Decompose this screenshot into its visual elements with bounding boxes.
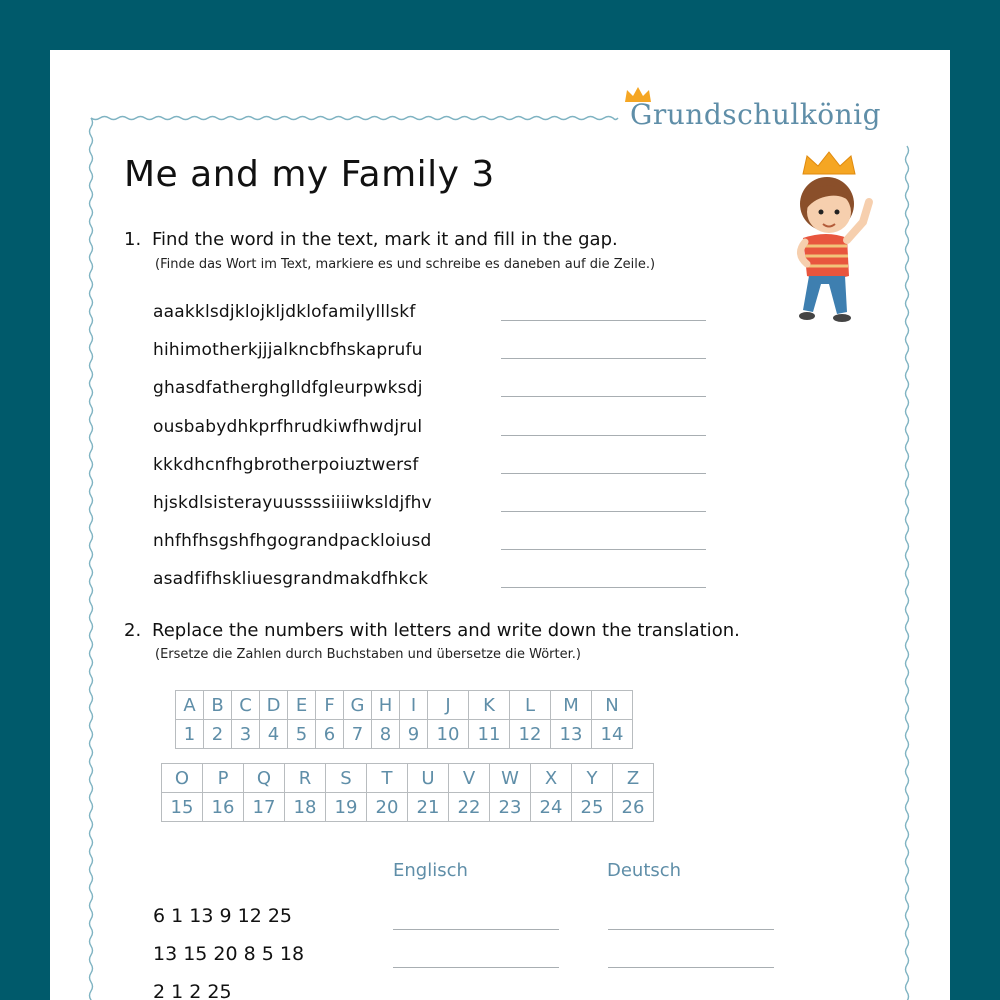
code-letter-cell: N [592, 691, 633, 720]
code-letter-cell: C [232, 691, 260, 720]
code-number-cell: 8 [372, 720, 400, 749]
code-letter-cell: W [490, 764, 531, 793]
letter-string: kkkdhcnfhgbrotherpoiuztwersf [153, 454, 419, 475]
boy-with-crown-illustration [785, 150, 875, 330]
code-letter-cell: R [285, 764, 326, 793]
code-number-cell: 21 [408, 793, 449, 822]
task-1-instruction-german: (Finde das Wort im Text, markiere es und schreibe es daneben auf die Zeile.) [155, 257, 656, 272]
code-letter-cell: A [176, 691, 204, 720]
answer-line[interactable] [501, 511, 706, 512]
code-letter-cell: Y [572, 764, 613, 793]
code-letter-cell: G [344, 691, 372, 720]
answer-line[interactable] [501, 396, 706, 397]
code-number-cell: 2 [204, 720, 232, 749]
code-number-cell: 7 [344, 720, 372, 749]
code-letter-cell: Z [613, 764, 654, 793]
answer-line[interactable] [501, 587, 706, 588]
letter-string: ghasdfatherghglldfgleurpwksdj [153, 378, 423, 399]
code-letter-cell: P [203, 764, 244, 793]
letter-string: asadfifhskliuesgrandmakdfhkck [153, 569, 429, 590]
code-number-cell: 24 [531, 793, 572, 822]
code-number-cell: 26 [613, 793, 654, 822]
code-number-cell: 12 [510, 720, 551, 749]
code-letter-cell: X [531, 764, 572, 793]
code-number-cell: 20 [367, 793, 408, 822]
page-title: Me and my Family 3 [124, 154, 495, 195]
code-number-cell: 15 [162, 793, 203, 822]
code-table-a-to-n [175, 690, 633, 749]
code-letter-cell: L [510, 691, 551, 720]
column-header-english: Englisch [393, 860, 468, 881]
code-letter-cell: H [372, 691, 400, 720]
english-answer-line[interactable] [393, 967, 559, 968]
letter-string: nhfhfhsgshfhgograndpackloiusd [153, 531, 432, 552]
code-number-cell: 6 [316, 720, 344, 749]
code-number-cell: 10 [428, 720, 469, 749]
code-number-cell: 13 [551, 720, 592, 749]
letter-row [162, 764, 654, 793]
code-letter-cell: Q [244, 764, 285, 793]
number-code: 6 1 13 9 12 25 [153, 905, 292, 927]
brand-logo: Grundschulkönig [630, 98, 882, 131]
task-2-instruction: Replace the numbers with letters and write down the translation. [152, 620, 740, 641]
code-number-cell: 5 [288, 720, 316, 749]
code-letter-cell: B [204, 691, 232, 720]
code-letter-cell: O [162, 764, 203, 793]
number-code: 2 1 2 25 [153, 981, 232, 1000]
code-number-cell: 14 [592, 720, 633, 749]
code-letter-cell: J [428, 691, 469, 720]
code-number-cell: 9 [400, 720, 428, 749]
german-answer-line[interactable] [608, 929, 774, 930]
code-number-cell: 4 [260, 720, 288, 749]
letter-string: hjskdlsisterayuussssiiiiwksldjfhv [153, 492, 432, 513]
column-header-german: Deutsch [607, 860, 682, 881]
answer-line[interactable] [501, 358, 706, 359]
worksheet [50, 50, 950, 1000]
code-letter-cell: U [408, 764, 449, 793]
letter-string: aaakklsdjklojkljdklofamilylllskf [153, 302, 416, 322]
answer-line[interactable] [501, 435, 706, 436]
task-2-instruction-german: (Ersetze die Zahlen durch Buchstaben und übersetze die Wörter.) [155, 647, 581, 662]
german-answer-line[interactable] [608, 967, 774, 968]
code-letter-cell: M [551, 691, 592, 720]
answer-line[interactable] [501, 473, 706, 474]
code-letter-cell: K [469, 691, 510, 720]
number-row [162, 793, 654, 822]
task-2-number: 2. [124, 620, 142, 641]
code-number-cell: 19 [326, 793, 367, 822]
code-number-cell: 25 [572, 793, 613, 822]
code-number-cell: 22 [449, 793, 490, 822]
code-number-cell: 11 [469, 720, 510, 749]
code-number-cell: 1 [176, 720, 204, 749]
answer-line[interactable] [501, 320, 706, 321]
code-letter-cell: S [326, 764, 367, 793]
task-1-number: 1. [124, 229, 142, 250]
answer-line[interactable] [501, 549, 706, 550]
english-answer-line[interactable] [393, 929, 559, 930]
letter-string: hihimotherkjjjalkncbfhskaprufu [153, 340, 423, 361]
code-letter-cell: T [367, 764, 408, 793]
code-number-cell: 23 [490, 793, 531, 822]
letter-row [176, 691, 633, 720]
code-number-cell: 16 [203, 793, 244, 822]
letter-string: ousbabydhkprfhrudkiwfhwdjrul [153, 416, 423, 437]
code-letter-cell: E [288, 691, 316, 720]
code-number-cell: 17 [244, 793, 285, 822]
code-letter-cell: D [260, 691, 288, 720]
code-number-cell: 18 [285, 793, 326, 822]
task-1-instruction: Find the word in the text, mark it and fill in the gap. [152, 229, 618, 250]
code-letter-cell: F [316, 691, 344, 720]
code-letter-cell: V [449, 764, 490, 793]
number-row [176, 720, 633, 749]
code-letter-cell: I [400, 691, 428, 720]
number-code: 13 15 20 8 5 18 [153, 943, 305, 965]
code-number-cell: 3 [232, 720, 260, 749]
code-table-o-to-z [161, 763, 654, 822]
